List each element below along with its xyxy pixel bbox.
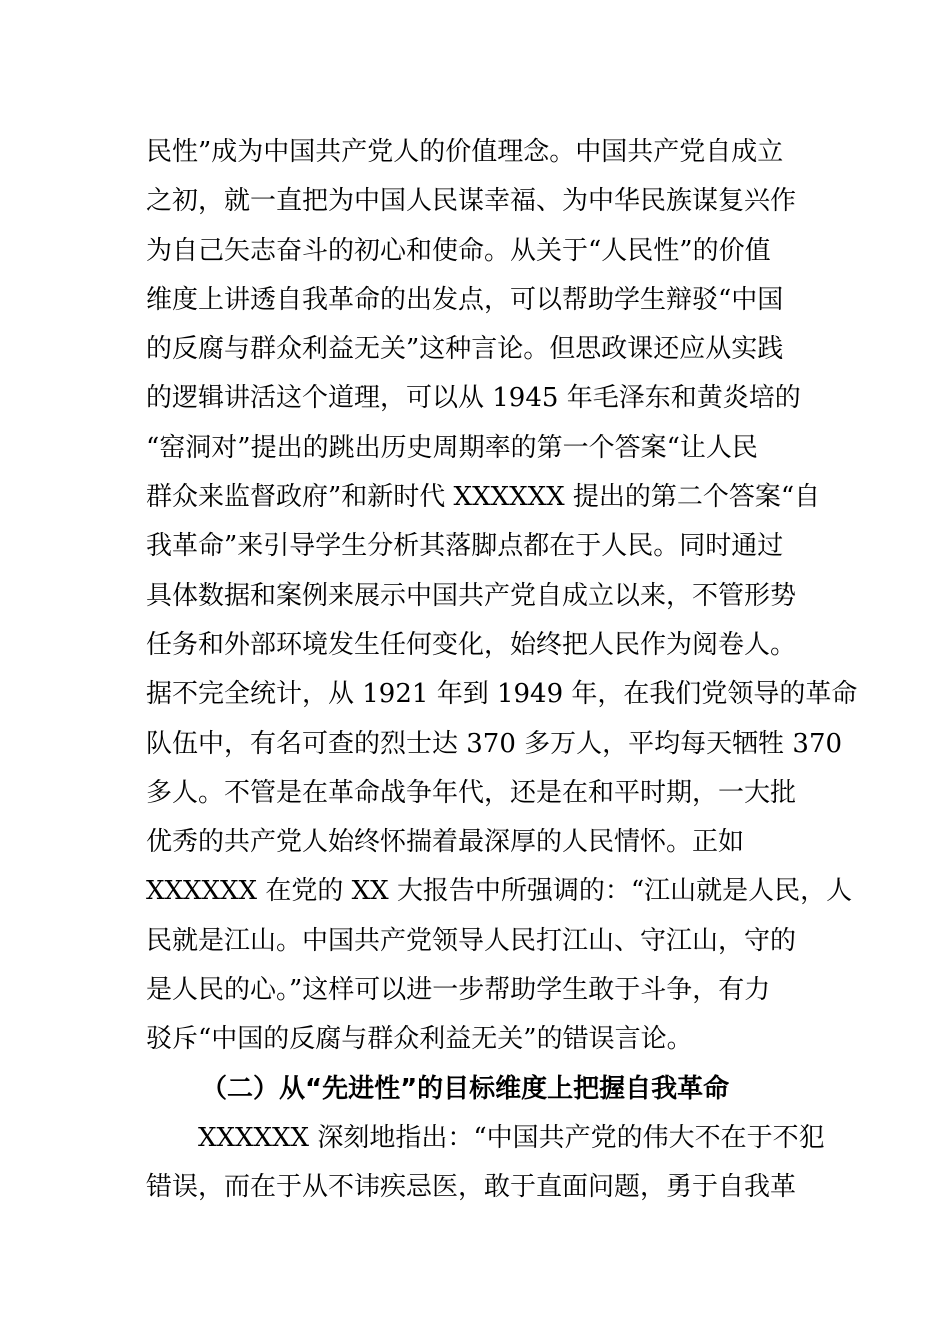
paragraph-line: 具体数据和案例来展示中国共产党自成立以来，不管形势 bbox=[146, 580, 797, 611]
paragraph-line: 是人民的心。”这样可以进一步帮助学生敢于斗争，有力 bbox=[146, 975, 771, 1006]
paragraph-line: 优秀的共产党人始终怀揣着最深厚的人民情怀。正如 bbox=[146, 827, 745, 858]
paragraph-line: 任务和外部环境发生任何变化，始终把人民作为阅卷人。 bbox=[146, 629, 797, 660]
paragraph-line: 的反腐与群众利益无关”这种言论。但思政课还应从实践 bbox=[146, 334, 784, 365]
paragraph-line: 的逻辑讲活这个道理，可以从 1945 年毛泽东和黄炎培的 bbox=[146, 383, 801, 414]
paragraph-line: 队伍中，有名可查的烈士达 370 多万人，平均每天牺牲 370 bbox=[146, 728, 843, 759]
paragraph-line: 维度上讲透自我革命的出发点，可以帮助学生辩驳“中国 bbox=[146, 284, 784, 315]
paragraph-line: 错误，而在于从不讳疾忌医，敢于直面问题，勇于自我革 bbox=[146, 1172, 797, 1203]
paragraph-line: 群众来监督政府”和新时代 XXXXXX 提出的第二个答案“自 bbox=[146, 482, 821, 513]
paragraph-line: XXXXXX 深刻地指出：“中国共产党的伟大不在于不犯 bbox=[198, 1122, 825, 1153]
paragraph-line: 为自己矢志奋斗的初心和使命。从关于“人民性”的价值 bbox=[146, 235, 771, 266]
paragraph-line: XXXXXX 在党的 XX 大报告中所强调的：“江山就是人民，人 bbox=[146, 876, 853, 907]
paragraph-line: 驳斥“中国的反腐与群众利益无关”的错误言论。 bbox=[146, 1024, 693, 1055]
section-heading: （二）从“先进性”的目标维度上把握自我革命 bbox=[201, 1073, 730, 1104]
paragraph-line: 之初，就一直把为中国人民谋幸福、为中华民族谋复兴作 bbox=[146, 186, 797, 217]
paragraph-line: 民性”成为中国共产党人的价值理念。中国共产党自成立 bbox=[146, 137, 784, 167]
paragraph-line: 我革命”来引导学生分析其落脚点都在于人民。同时通过 bbox=[146, 531, 784, 562]
paragraph-line: 民就是江山。中国共产党领导人民打江山、守江山，守的 bbox=[146, 925, 797, 956]
paragraph-line: 多人。不管是在革命战争年代，还是在和平时期，一大批 bbox=[146, 777, 797, 808]
paragraph-line: 据不完全统计，从 1921 年到 1949 年，在我们党领导的革命 bbox=[146, 679, 858, 710]
paragraph-line: “窑洞对”提出的跳出历史周期率的第一个答案“让人民 bbox=[146, 432, 758, 463]
document-body bbox=[146, 128, 858, 1213]
